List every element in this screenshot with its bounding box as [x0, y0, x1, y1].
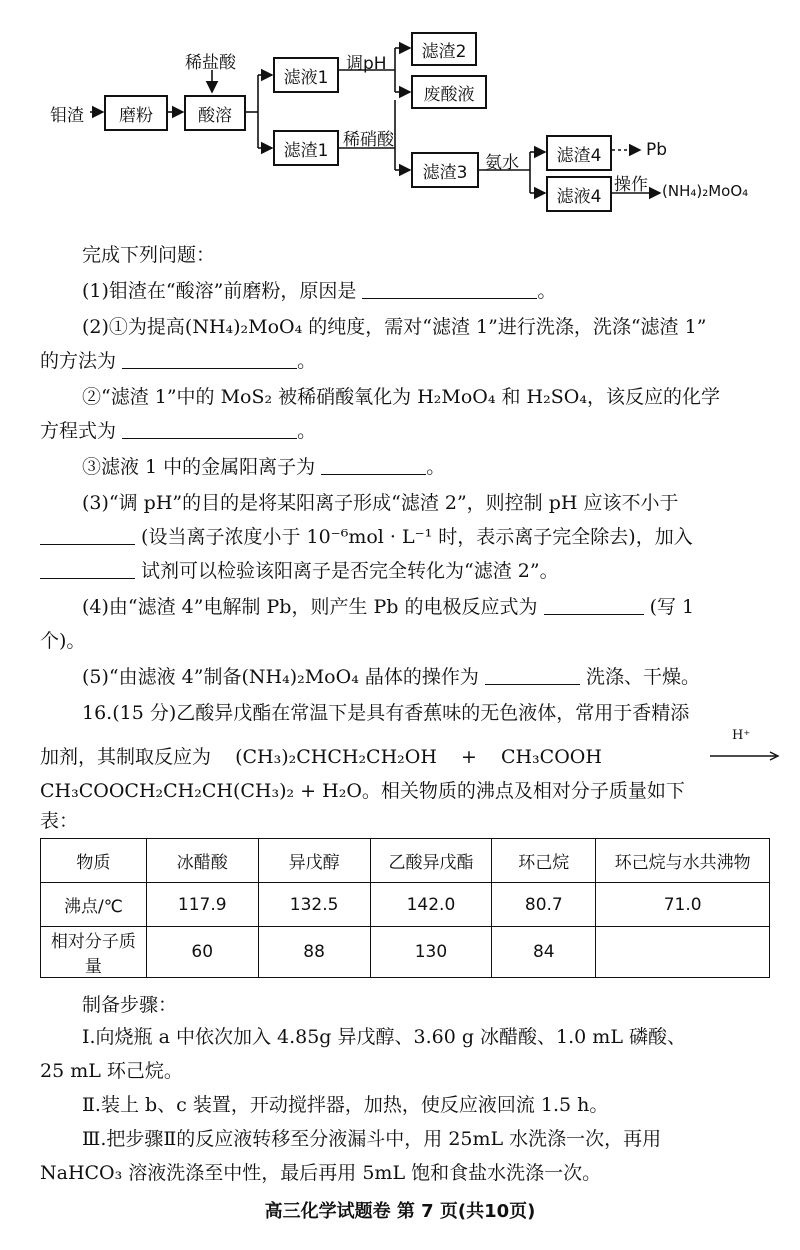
table-header: 冰醋酸: [146, 839, 258, 883]
plus-sign: +: [460, 746, 477, 768]
question-4-line2: 个)。: [40, 630, 86, 652]
table-header: 乙酸异戊酯: [370, 839, 492, 883]
start-label: 钼渣: [50, 106, 84, 126]
acid-dissolve-box: 酸溶: [184, 95, 246, 131]
answer-blank: [485, 664, 580, 685]
table-cell: 80.7: [492, 883, 596, 927]
table-header: 环己烷: [492, 839, 596, 883]
question-4-tail: (写 1: [649, 596, 695, 618]
period: 。: [297, 420, 317, 442]
question-5: [82, 662, 700, 689]
table-row: [41, 927, 770, 978]
property-table: [40, 838, 770, 978]
question-1-text: (1)钼渣在“酸溶”前磨粉，原因是: [82, 280, 357, 302]
question-3-line2: [40, 522, 693, 549]
table-cell: 130: [370, 927, 492, 978]
table-cell: 132.5: [258, 883, 370, 927]
table-cell: 117.9: [146, 883, 258, 927]
reactant-1: (CH₃)₂CHCH₂CH₂OH: [235, 746, 437, 768]
table-header-row: [41, 839, 770, 883]
table-cell: 60: [146, 927, 258, 978]
table-header: 物质: [41, 839, 147, 883]
lead-label: Pb: [646, 140, 668, 160]
table-cell: 相对分子质量: [41, 927, 147, 978]
step-1-line1: Ⅰ.向烧瓶 a 中依次加入 4.85g 异戊醇、3.60 g 冰醋酸、1.0 mL 磷酸、: [82, 1026, 686, 1048]
q16-line4: 表：: [40, 810, 79, 832]
question-2-1-line2: [40, 346, 316, 373]
question-2-1-text: 的方法为: [40, 350, 117, 372]
question-2-2-line2: [40, 416, 316, 443]
question-3-text-2: (设当离子浓度小于 10⁻⁶mol · L⁻¹ 时，表示离子完全除去)，加入: [141, 526, 693, 548]
question-2-3: [82, 452, 445, 479]
answer-blank: [544, 594, 644, 615]
product-label: (NH₄)₂MoO₄: [662, 182, 749, 200]
question-3-text-3: 试剂可以检验该阳离子是否完全转化为“滤渣 2”。: [141, 560, 559, 582]
question-1: [82, 276, 556, 303]
reactant-2: CH₃COOH: [500, 746, 602, 768]
answer-blank: [362, 278, 537, 299]
question-2-2-line1: ②“滤渣 1”中的 MoS₂ 被稀硝酸氧化为 H₂MoO₄ 和 H₂SO₄，该反应的化学: [82, 386, 720, 408]
process-flowchart: [0, 0, 800, 230]
question-4-text: (4)由“滤渣 4”电解制 Pb，则产生 Pb 的电极反应式为: [82, 596, 538, 618]
question-3-line3: [40, 556, 559, 583]
filtrate4-box: 滤液4: [546, 176, 612, 212]
question-4-line1: [82, 592, 694, 619]
filtrate1-box: 滤液1: [273, 57, 339, 93]
period: 。: [426, 456, 446, 478]
grind-box: 磨粉: [104, 95, 168, 131]
dilute-nitric-label: 稀硝酸: [343, 130, 394, 150]
q16-line2: [40, 728, 770, 769]
period: 。: [537, 280, 557, 302]
table-cell: 88: [258, 927, 370, 978]
table-header: 环己烷与水共沸物: [596, 839, 770, 883]
answer-blank: [122, 348, 297, 369]
question-2-1-line1: (2)①为提高(NH₄)₂MoO₄ 的纯度，需对“滤渣 1”进行洗涤，洗涤“滤渣 1”: [82, 316, 707, 338]
question-2-3-text: ③滤液 1 中的金属阳离子为: [82, 456, 316, 478]
answer-blank: [122, 418, 297, 439]
residue4-box: 滤渣4: [546, 135, 612, 171]
q16-prefix: 加剂，其制取反应为: [40, 746, 212, 768]
waste-acid-box: 废酸液: [411, 75, 487, 109]
q16-line3: CH₃COOCH₂CH₂CH(CH₃)₂ + H₂O。相关物质的沸点及相对分子质量如下: [40, 780, 685, 802]
residue3-box: 滤渣3: [411, 152, 479, 188]
residue1-box: 滤渣1: [273, 130, 339, 166]
table-cell: 84: [492, 927, 596, 978]
residue2-box: 滤渣2: [411, 32, 477, 66]
step-3-line1: Ⅲ.把步骤Ⅱ的反应液转移至分液漏斗中，用 25mL 水洗涤一次，再用: [82, 1128, 662, 1150]
steps-title: 制备步骤：: [82, 994, 178, 1016]
page-footer: 高三化学试题卷 第 7 页(共10页): [264, 1201, 536, 1222]
adjust-ph-label: 调pH: [346, 54, 387, 74]
step-2: Ⅱ.装上 b、c 装置，开动搅拌器，加热，使反应液回流 1.5 h。: [82, 1094, 609, 1116]
question-5-tail: 洗涤、干燥。: [585, 666, 700, 688]
question-3-line1: (3)“调 pH”的目的是将某阳离子形成“滤渣 2”，则控制 pH 应该不小于: [82, 492, 679, 514]
step-3-line2: NaHCO₃ 溶液洗涤至中性，最后再用 5mL 饱和食盐水洗涤一次。: [40, 1162, 602, 1184]
operation-label: 操作: [614, 175, 648, 195]
question-2-2-text: 方程式为: [40, 420, 117, 442]
answer-blank: [40, 558, 135, 579]
acid-reagent-label: 稀盐酸: [185, 53, 236, 73]
table-cell: 71.0: [596, 883, 770, 927]
table-cell: 沸点/℃: [41, 883, 147, 927]
ammonia-label: 氨水: [485, 153, 519, 173]
reaction-arrow-icon: [710, 750, 780, 762]
table-cell: 142.0: [370, 883, 492, 927]
answer-blank: [40, 524, 135, 545]
table-row: [41, 883, 770, 927]
table-header: 异戊醇: [258, 839, 370, 883]
step-1-line2: 25 mL 环己烷。: [40, 1060, 183, 1082]
question-5-text: (5)“由滤液 4”制备(NH₄)₂MoO₄ 晶体的操作为: [82, 666, 479, 688]
period: 。: [297, 350, 317, 372]
questions-intro: 完成下列问题：: [82, 244, 216, 266]
q16-line1: 16.(15 分)乙酸异戊酯在常温下是具有香蕉味的无色液体，常用于香精添: [82, 702, 690, 724]
answer-blank: [321, 454, 426, 475]
table-cell: [596, 927, 770, 978]
catalyst-label: H⁺: [732, 728, 751, 743]
